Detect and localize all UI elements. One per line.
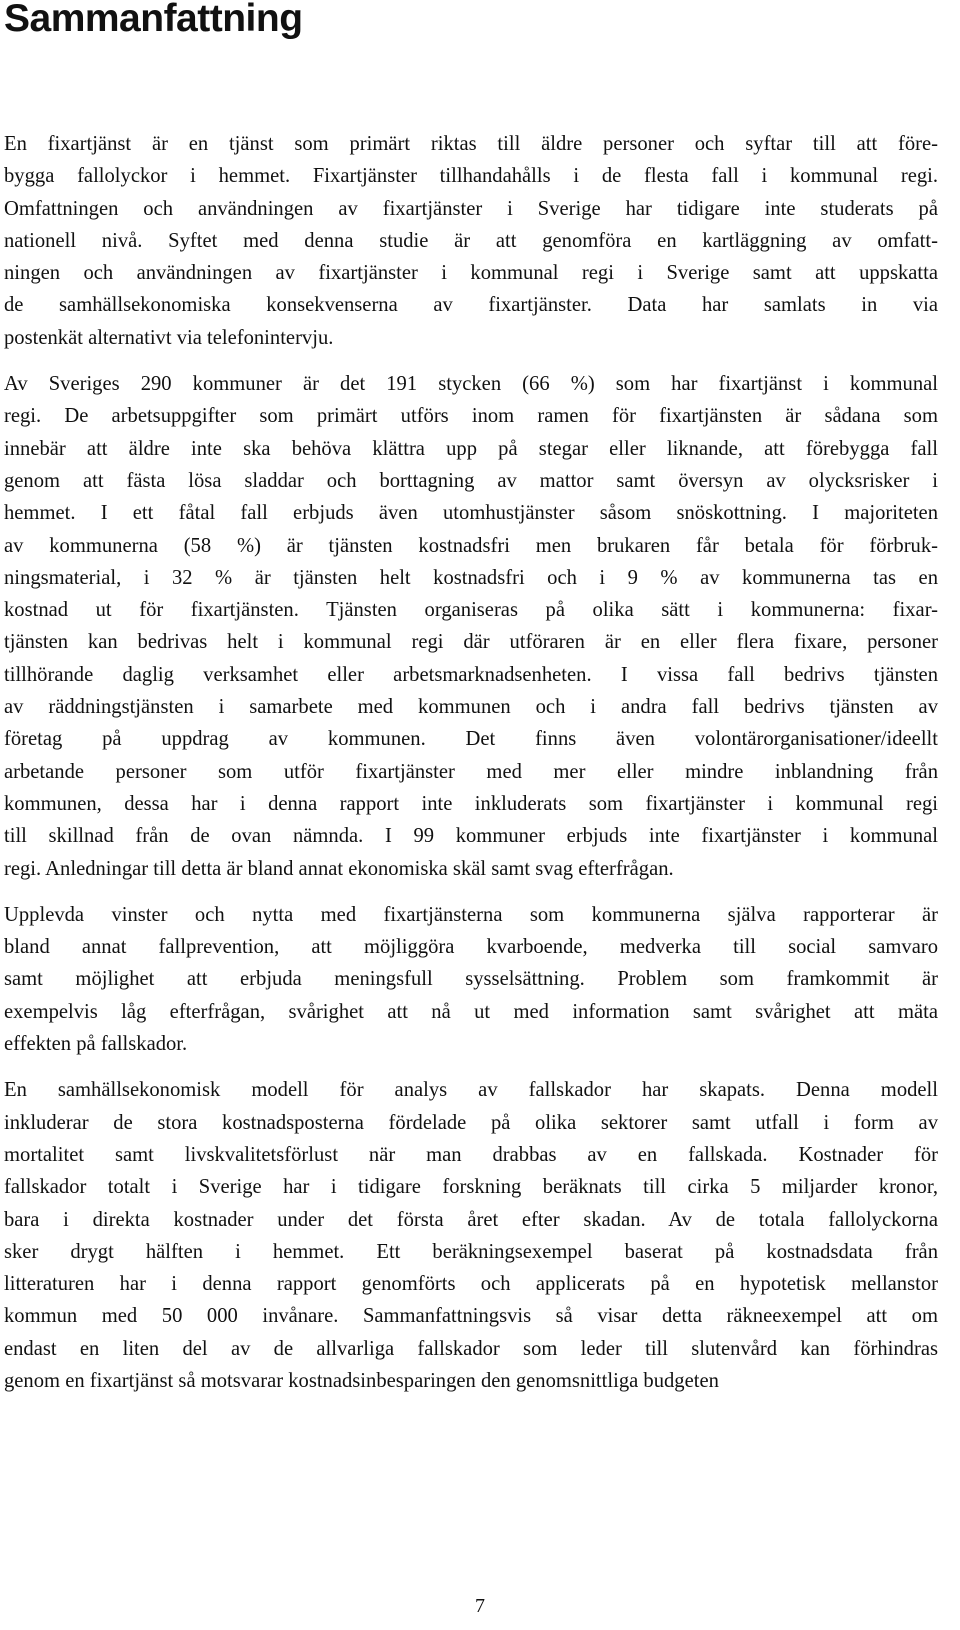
paragraph-line: regi. De arbetsuppgifter som primärt utförs inom ramen för fixartjänsten är sådana som <box>4 405 938 428</box>
page-number: 7 <box>475 1595 485 1617</box>
paragraph-line: innebär att äldre inte ska behöva klättra upp på stegar eller liknande, att förebygga fall <box>4 437 938 460</box>
paragraph-line: bygga fallolyckor i hemmet. Fixartjänster tillhandahålls i de flesta fall i kommunal regi. <box>4 165 938 188</box>
paragraph-line: kostnad ut för fixartjänsten. Tjänsten organiseras på olika sätt i kommunerna: fixar- <box>4 599 938 622</box>
paragraph-line: tillhörande daglig verksamhet eller arbetsmarknadsenheten. I vissa fall bedrivs tjänsten <box>4 663 938 686</box>
paragraph <box>4 899 938 1060</box>
paragraph-line: exempelvis låg efterfrågan, svårighet att nå ut med information samt svårighet att mäta <box>4 1000 938 1023</box>
paragraph-line: bland annat fallprevention, att möjliggöra kvarboende, medverka till social samvaro <box>4 936 938 959</box>
paragraph-line: samt möjlighet att erbjuda meningsfull sysselsättning. Problem som framkommit är <box>4 968 938 991</box>
paragraph-line: till skillnad från de ovan nämnda. I 99 kommuner erbjuds inte fixartjänster i kommunal <box>4 825 938 848</box>
paragraph-line: regi. Anledningar till detta är bland annat ekonomiska skäl samt svag efterfrågan. <box>4 857 674 880</box>
paragraph-line: litteraturen har i denna rapport genomförts och applicerats på en hypotetisk mellanstor <box>4 1273 938 1296</box>
paragraph-line: företag på uppdrag av kommunen. Det finns även volontärorganisationer/ideellt <box>4 728 938 751</box>
paragraph-line: Upplevda vinster och nytta med fixartjänsterna som kommunerna själva rapporterar är <box>4 903 938 926</box>
paragraph-line: postenkät alternativt via telefonintervju. <box>4 326 334 349</box>
paragraph-line: ningsmaterial, i 32 % är tjänsten helt kostnadsfri och i 9 % av kommunerna tas en <box>4 566 938 589</box>
paragraph-line: genom en fixartjänst så motsvarar kostnadsinbesparingen den genomsnittliga budgeten <box>4 1369 719 1392</box>
paragraph-line: av kommunerna (58 %) är tjänsten kostnadsfri men brukaren får betala för förbruk- <box>4 534 938 557</box>
paragraph-line: kommun med 50 000 invånare. Sammanfattningsvis så visar detta räkneexempel att om <box>4 1305 938 1328</box>
paragraph-line: inkluderar de stora kostnadsposterna fördelade på olika sektorer samt utfall i form av <box>4 1111 938 1134</box>
paragraph-line: bara i direkta kostnader under det första året efter skadan. Av de totala fallolyckorna <box>4 1208 938 1231</box>
paragraph-line: effekten på fallskador. <box>4 1033 188 1056</box>
paragraph-line: genom att fästa lösa sladdar och borttagning av mattor samt översyn av olycksrisker i <box>4 469 938 492</box>
paragraph-line: endast en liten del av de allvarliga fallskador som leder till slutenvård kan förhindras <box>4 1337 938 1360</box>
paragraph-line: de samhällsekonomiska konsekvenserna av fixartjänster. Data har samlats in via <box>4 294 938 317</box>
paragraph-line: av räddningstjänsten i samarbete med kommunen och i andra fall bedrivs tjänsten av <box>4 696 938 719</box>
paragraph-line: En fixartjänst är en tjänst som primärt riktas till äldre personer och syftar till att före- <box>4 133 938 155</box>
paragraph-line: tjänsten kan bedrivas helt i kommunal regi där utföraren är en eller flera fixare, personer <box>4 631 938 654</box>
body-text <box>4 128 938 1411</box>
paragraph-line: Av Sveriges 290 kommuner är det 191 stycken (66 %) som har fixartjänst i kommunal <box>4 373 938 396</box>
paragraph-line: nationell nivå. Syftet med denna studie är att genomföra en kartläggning av omfatt- <box>4 229 938 252</box>
paragraph <box>4 1074 938 1397</box>
paragraph-line: arbetande personer som utför fixartjänster med mer eller mindre inblandning från <box>4 760 938 783</box>
paragraph-line: ningen och användningen av fixartjänster i kommunal regi i Sverige samt att uppskatta <box>4 262 938 285</box>
paragraph-line: fallskador totalt i Sverige har i tidigare forskning beräknats till cirka 5 miljarder kronor, <box>4 1176 938 1199</box>
paragraph-line: En samhällsekonomisk modell för analys av fallskador har skapats. Denna modell <box>4 1079 938 1102</box>
paragraph-line: kommunen, dessa har i denna rapport inte inkluderats som fixartjänster i kommunal regi <box>4 792 938 815</box>
paragraph-line: Omfattningen och användningen av fixartjänster i Sverige har tidigare inte studerats på <box>4 197 938 220</box>
paragraph-line: sker drygt hälften i hemmet. Ett beräkningsexempel baserat på kostnadsdata från <box>4 1240 938 1263</box>
page-title: Sammanfattning <box>4 0 303 40</box>
paragraph-line: mortalitet samt livskvalitetsförlust när man drabbas av en fallskada. Kostnader för <box>4 1143 938 1166</box>
paragraph-line: hemmet. I ett fåtal fall erbjuds även utomhustjänster såsom snöskottning. I majoriteten <box>4 502 938 525</box>
paragraph <box>4 128 938 354</box>
paragraph <box>4 368 938 885</box>
